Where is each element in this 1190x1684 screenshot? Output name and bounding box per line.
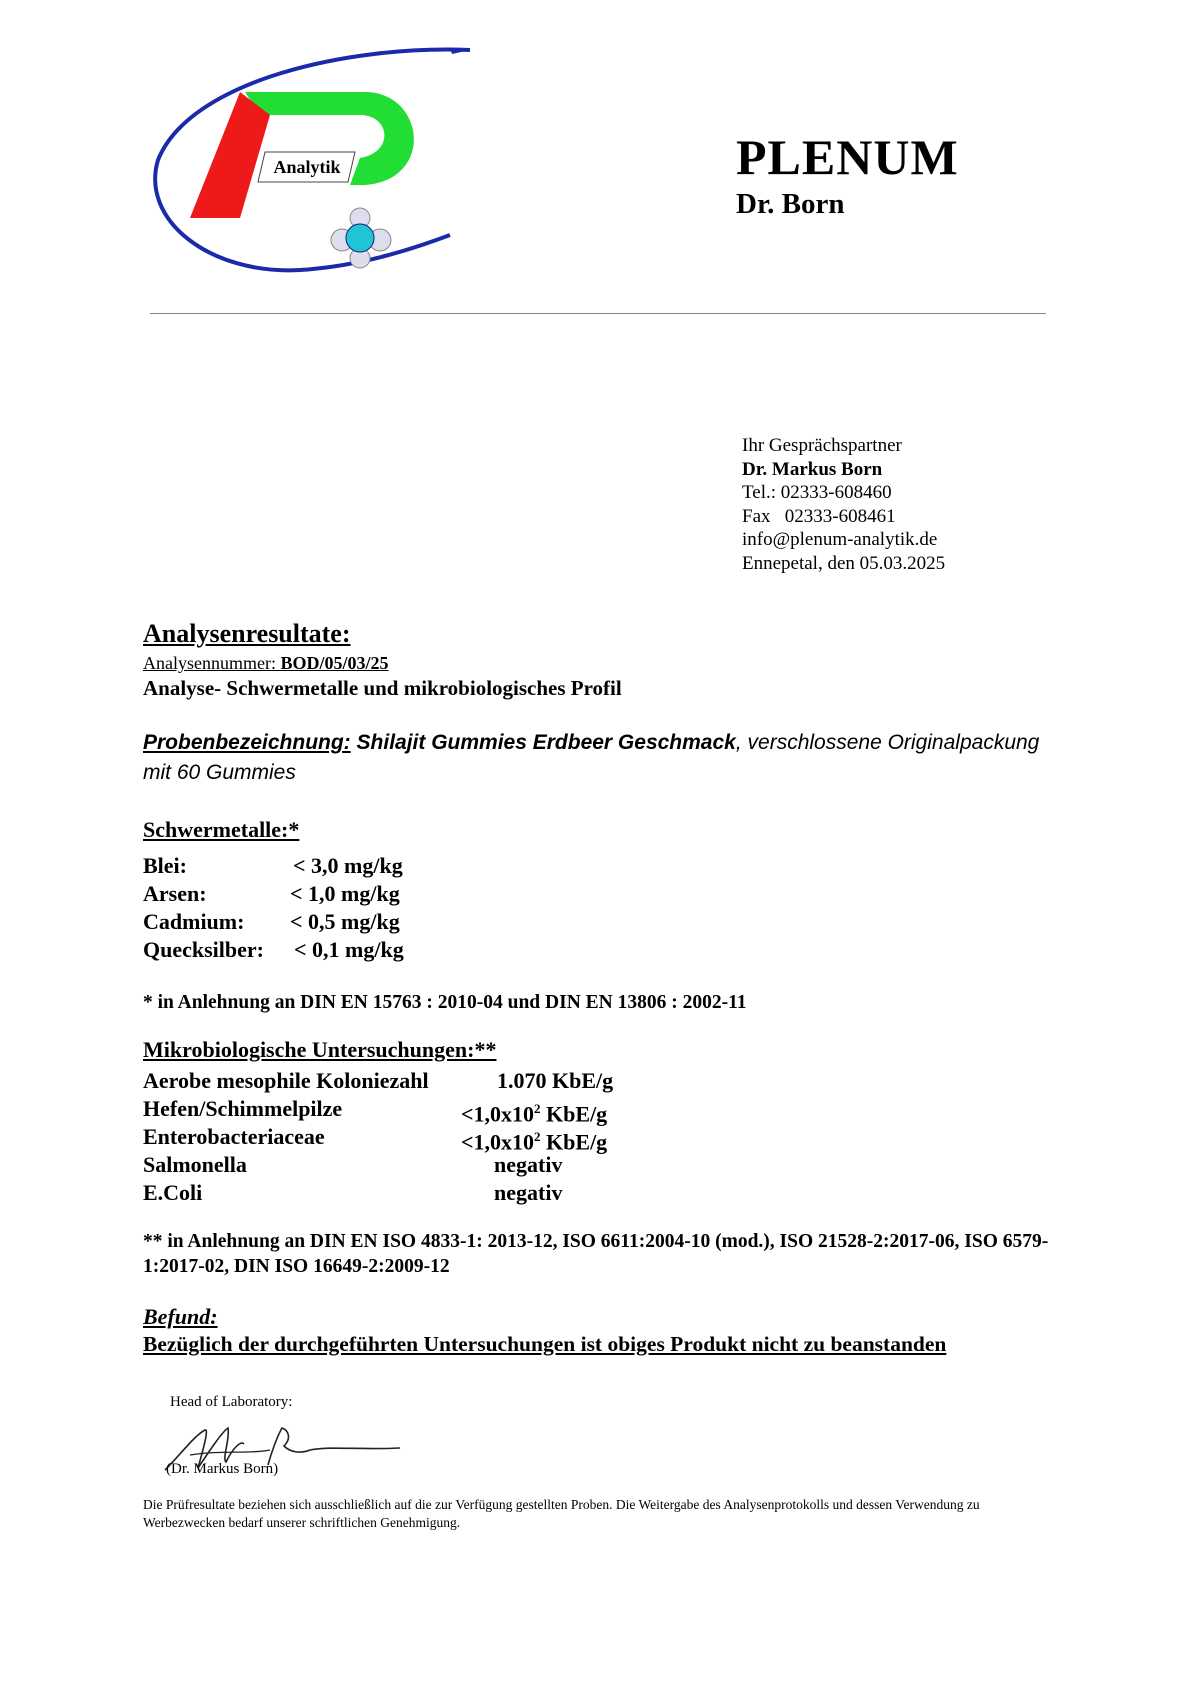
company-subtitle: Dr. Born (736, 188, 845, 220)
contact-label: Ihr Gesprächspartner (742, 435, 902, 456)
company-logo (150, 40, 480, 290)
micro-value-base: <1,0x10 (461, 1129, 535, 1155)
finding-label: Befund: (143, 1304, 218, 1329)
sample-name: Shilajit Gummies Erdbeer Geschmack (350, 731, 736, 754)
metal-name: Arsen: (143, 881, 207, 906)
micro-value: negativ (494, 1180, 563, 1205)
metal-value: < 0,1 mg/kg (294, 937, 404, 962)
logo-text: Analytik (273, 157, 341, 177)
metals-footnote: * in Anlehnung an DIN EN 15763 : 2010-04 und DIN EN 13806 : 2002-11 (143, 992, 747, 1013)
micro-row (143, 1067, 743, 1095)
metal-row (143, 908, 543, 936)
metal-value: < 0,5 mg/kg (290, 909, 400, 934)
micro-row (143, 1123, 743, 1155)
metal-value: < 3,0 mg/kg (293, 853, 403, 878)
micro-value-base: <1,0x10 (461, 1101, 535, 1127)
micro-table (143, 1067, 743, 1207)
micro-value: negativ (494, 1152, 563, 1177)
contact-email: info@plenum-analytik.de (742, 529, 938, 550)
contact-place-date: Ennepetal, den 05.03.2025 (742, 552, 946, 574)
analysis-number-value: BOD/05/03/25 (280, 653, 389, 673)
contact-block (742, 434, 945, 575)
sample-description (143, 728, 1063, 788)
micro-row (143, 1179, 743, 1207)
metal-row (143, 936, 543, 964)
signature-heading: Head of Laboratory: (170, 1394, 293, 1410)
micro-value-exponent: 2 (534, 1101, 541, 1116)
metals-heading: Schwermetalle:* (143, 817, 300, 842)
metal-name: Blei: (143, 853, 187, 878)
company-name: PLENUM (736, 129, 959, 185)
results-title: Analysenresultate: (143, 619, 351, 648)
disclaimer: Die Prüfresultate beziehen sich ausschließlich auf die zur Verfügung gestellten Proben. Die Weitergabe des Analysenprotokolls und dessen Verwendung zu Werbezwecken bedarf unserer schriftlichen Genehmigung. (143, 1497, 980, 1530)
micro-value-unit: KbE/g (540, 1101, 608, 1127)
micro-row (143, 1095, 743, 1127)
micro-value-unit: KbE/g (540, 1129, 608, 1155)
micro-name: Enterobacteriaceae (143, 1124, 325, 1149)
metals-table (143, 852, 543, 964)
micro-name: Hefen/Schimmelpilze (143, 1096, 343, 1121)
contact-name: Dr. Markus Born (742, 458, 883, 480)
metal-row (143, 880, 543, 908)
contact-fax: Fax 02333-608461 (742, 505, 896, 527)
micro-value-exponent: 2 (534, 1129, 541, 1144)
analysis-number (143, 654, 389, 672)
signature-name: (Dr. Markus Born) (166, 1461, 279, 1477)
micro-name: Aerobe mesophile Koloniezahl (143, 1068, 429, 1093)
micro-name: E.Coli (143, 1180, 203, 1205)
header-divider (150, 313, 1046, 314)
metal-value: < 1,0 mg/kg (290, 881, 400, 906)
micro-heading: Mikrobiologische Untersuchungen:** (143, 1037, 497, 1062)
finding-text: Bezüglich der durchgeführten Untersuchungen ist obiges Produkt nicht zu beanstanden (143, 1332, 947, 1356)
analysis-number-label: Analysennummer: (143, 653, 281, 673)
metal-row (143, 852, 543, 880)
metal-name: Cadmium: (143, 909, 245, 934)
micro-value: 1.070 KbE/g (497, 1068, 614, 1093)
metal-name: Quecksilber: (143, 937, 264, 962)
micro-row (143, 1151, 743, 1179)
analysis-description: Analyse- Schwermetalle und mikrobiologisches Profil (143, 676, 622, 700)
micro-name: Salmonella (143, 1152, 247, 1177)
micro-footnote: ** in Anlehnung an DIN EN ISO 4833-1: 2013-12, ISO 6611:2004-10 (mod.), ISO 21528-2:2017-06, ISO 6579-1:2017-02, DIN ISO 16649-2:2009-12 (143, 1231, 1049, 1277)
sample-label: Probenbezeichnung: (143, 731, 351, 754)
contact-tel: Tel.: 02333-608460 (742, 482, 892, 503)
sample-details: , verschlossene Originalpackung mit 60 Gummies (143, 731, 1040, 784)
